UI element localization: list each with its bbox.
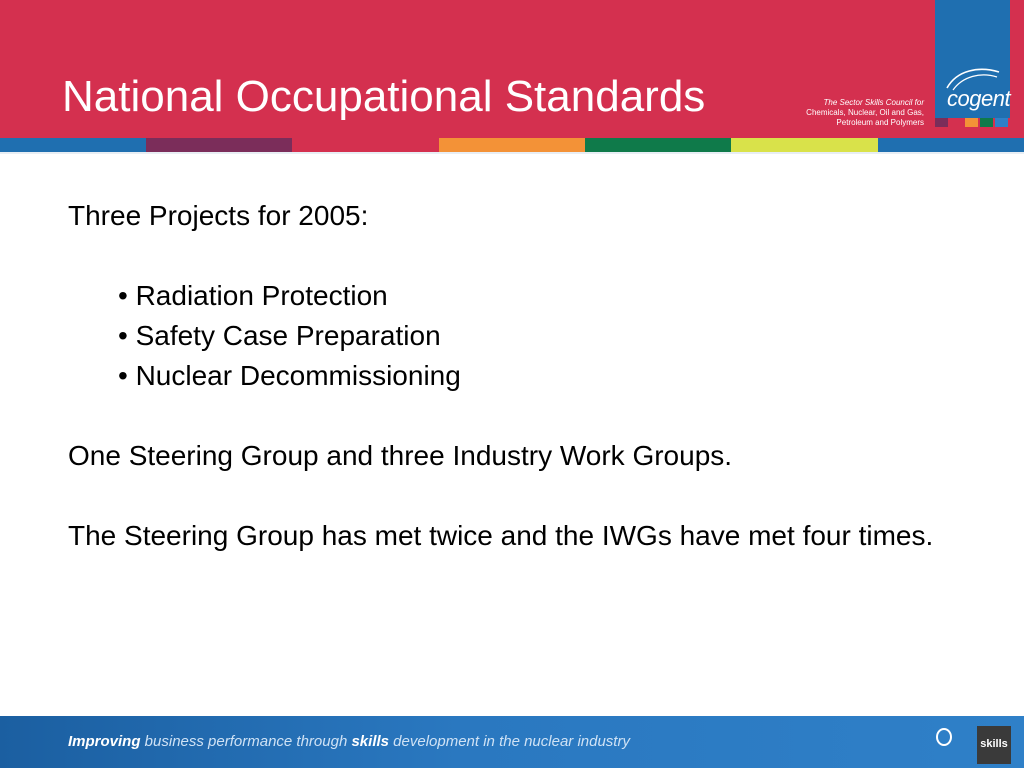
page-title: National Occupational Standards [62, 72, 706, 121]
stripe-segment [585, 138, 731, 152]
footer-banner [0, 716, 1024, 768]
stripe-segment [146, 138, 292, 152]
projects-heading: Three Projects for 2005: [68, 200, 369, 231]
skills-logo [977, 726, 1011, 764]
sector-council-caption [754, 98, 924, 128]
logo-color-square [950, 118, 963, 127]
logo-color-square [980, 118, 993, 127]
steering-group-text: One Steering Group and three Industry Work Groups. [68, 440, 733, 471]
color-stripe [0, 138, 1024, 152]
footer-tagline [68, 733, 630, 750]
stripe-segment [731, 138, 878, 152]
stripe-segment [292, 138, 439, 152]
cogent-logo [935, 0, 1010, 118]
council-line: Petroleum and Polymers [836, 118, 924, 127]
logo-color-square [995, 118, 1008, 127]
meetings-text: The Steering Group has met twice and the IWGs have met four times. [68, 520, 934, 551]
list-item: • Safety Case Preparation [118, 320, 441, 351]
logo-wordmark: cogent [947, 86, 1011, 111]
logo-color-square [965, 118, 978, 127]
stripe-segment [0, 138, 146, 152]
partner-ring-icon [936, 728, 952, 746]
skills-logo-text: skills [980, 738, 1008, 750]
spacer [68, 236, 968, 276]
header-banner [0, 0, 1024, 138]
tagline-end: development in the nuclear industry [389, 733, 630, 750]
council-line: The Sector Skills Council for [823, 98, 924, 107]
stripe-divider [0, 152, 1024, 154]
spacer [68, 476, 968, 516]
tagline-middle: business performance through [140, 733, 352, 750]
stripe-segment [439, 138, 585, 152]
tagline-improving: Improving [68, 733, 141, 750]
slide-body [68, 196, 968, 556]
tagline-skills: skills [351, 733, 389, 750]
council-line: Chemicals, Nuclear, Oil and Gas, [806, 108, 924, 117]
projects-list [68, 276, 968, 396]
list-item: • Nuclear Decommissioning [118, 360, 461, 391]
partner-logo [924, 728, 964, 764]
stripe-segment [878, 138, 1024, 152]
list-item: • Radiation Protection [118, 280, 388, 311]
logo-color-square [935, 118, 948, 127]
spacer [68, 396, 968, 436]
